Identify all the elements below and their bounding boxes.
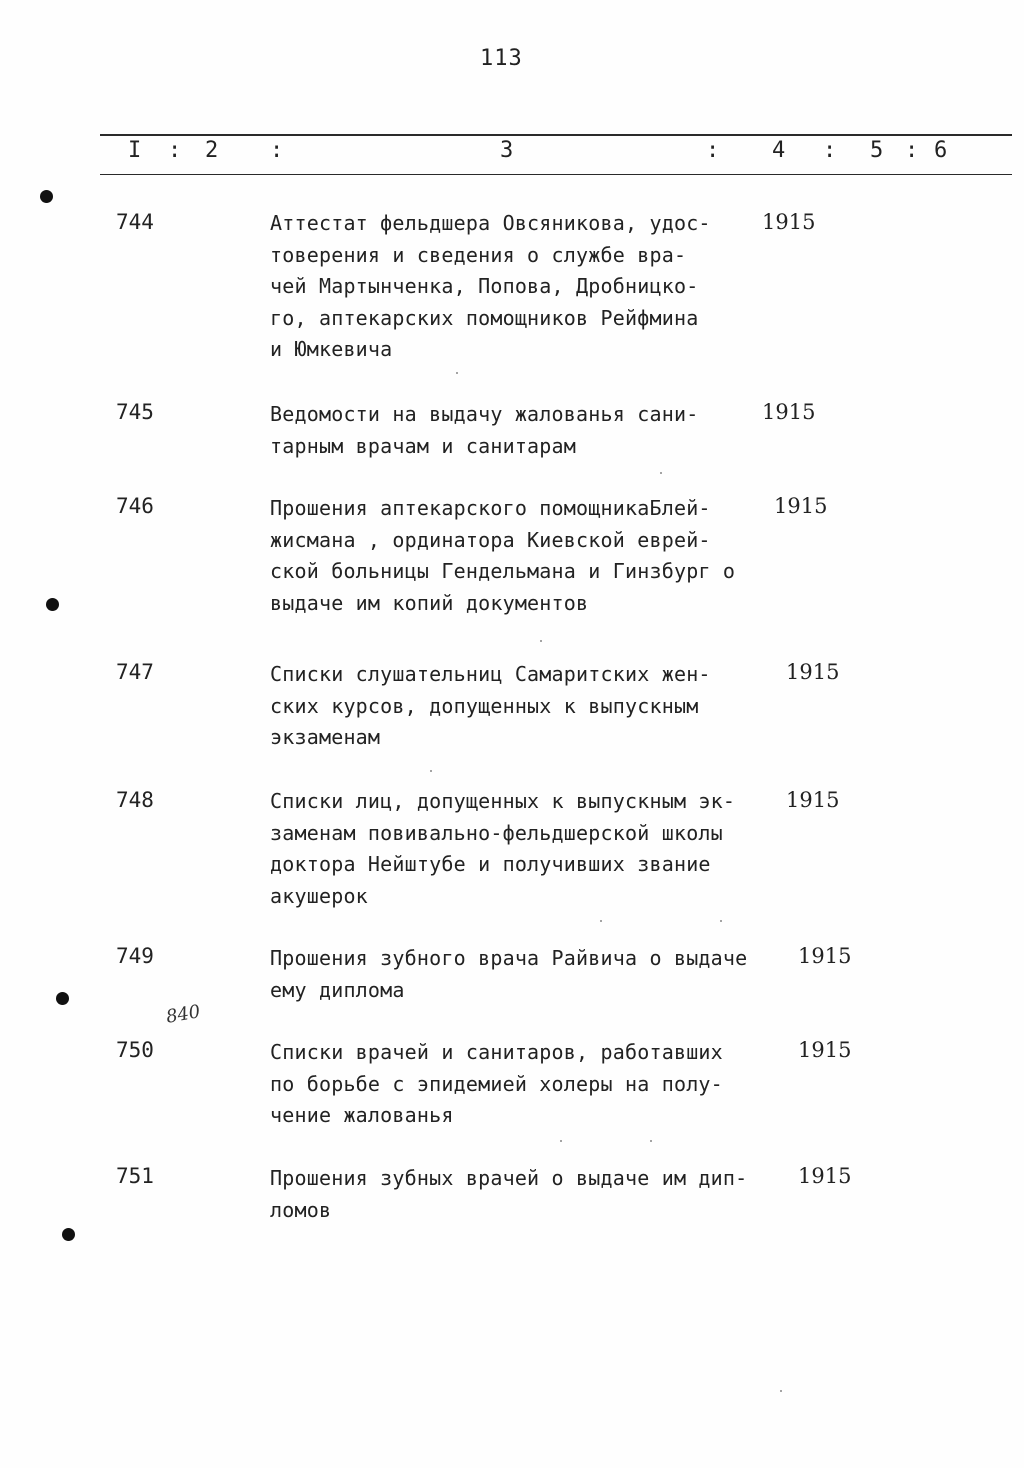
col-separator: : <box>270 138 284 163</box>
entry-number: 746 <box>116 494 154 518</box>
entry-number: 744 <box>116 210 154 234</box>
col-separator: : <box>823 138 837 163</box>
description-line: Прошения зубных врачей о выдаче им дип- <box>270 1166 748 1190</box>
col-header-5: 5 <box>870 138 884 163</box>
scan-speck <box>780 1390 782 1392</box>
description-line: чей Мартынченка, Попова, Дробницко- <box>270 274 699 298</box>
scan-speck <box>430 770 432 772</box>
entry-year: 1915 <box>798 944 852 968</box>
description-line: Прошения зубного врача Райвича о выдаче <box>270 946 748 970</box>
description-line: товерения и сведения о службе вра- <box>270 242 687 267</box>
entry-description <box>270 493 790 619</box>
entry-year: 1915 <box>798 1164 852 1188</box>
description-line: экзаменам <box>270 725 381 749</box>
description-line: по борьбе с эпидемией холеры на полу- <box>270 1071 723 1096</box>
entry-year: 1915 <box>774 494 828 518</box>
col-header-4: 4 <box>772 138 786 163</box>
entry-number: 749 <box>116 944 154 968</box>
entry-number: 748 <box>116 788 154 812</box>
scan-speck <box>720 920 722 922</box>
header-top-rule <box>100 134 1012 136</box>
header-bottom-rule <box>100 174 1012 175</box>
description-line: Ведомости на выдачу жалованья сани- <box>270 402 699 426</box>
col-header-1: I <box>128 138 142 163</box>
description-line: доктора Нейштубе и получивших звание <box>270 852 711 876</box>
entry-description <box>270 659 790 754</box>
punch-hole <box>40 190 53 203</box>
scan-speck <box>540 640 542 642</box>
description-line: чение жалованья <box>270 1103 454 1127</box>
description-line: Прошения аптекарского помощникаБлей- <box>270 496 711 520</box>
description-line: и Юмкевича <box>270 337 393 361</box>
handwritten-note: 840 <box>164 1001 202 1028</box>
description-line: заменам повивально-фельдшерской школы <box>270 820 723 845</box>
description-line: ской больницы Гендельмана и Гинзбург о <box>270 559 736 583</box>
punch-hole <box>46 598 59 611</box>
description-line: ему диплома <box>270 977 405 1002</box>
punch-hole <box>56 992 69 1005</box>
description-line: Списки лиц, допущенных к выпускным эк- <box>270 789 736 813</box>
description-line: тарным врачам и санитарам <box>270 433 577 458</box>
entry-year: 1915 <box>762 400 816 424</box>
description-line: ских курсов, допущенных к выпускным <box>270 693 699 718</box>
entry-number: 747 <box>116 660 154 684</box>
entry-description <box>270 399 790 462</box>
description-line: ломов <box>270 1197 332 1222</box>
description-line: го, аптекарских помощников Рейфмина <box>270 305 699 330</box>
entry-description <box>270 1163 790 1226</box>
scan-speck <box>600 920 602 922</box>
entry-description <box>270 208 790 366</box>
col-separator: : <box>168 138 182 163</box>
scan-speck <box>560 1140 562 1142</box>
description-line: Аттестат фельдшера Овсяникова, удос- <box>270 211 711 235</box>
description-line: Списки слушательниц Самаритских жен- <box>270 662 711 686</box>
entry-year: 1915 <box>798 1038 852 1062</box>
entry-year: 1915 <box>786 660 840 684</box>
punch-hole <box>62 1228 75 1241</box>
description-line: акушерок <box>270 883 368 908</box>
scan-speck <box>660 472 662 474</box>
page-number: 113 <box>480 46 523 71</box>
entry-number: 750 <box>116 1038 154 1062</box>
col-separator: : <box>905 138 919 163</box>
description-line: Списки врачей и санитаров, работавших <box>270 1040 723 1064</box>
entry-description <box>270 943 790 1006</box>
description-line: жисмана , ординатора Киевской еврей- <box>270 527 711 552</box>
scan-speck <box>650 1140 652 1142</box>
entry-description <box>270 1037 790 1132</box>
col-header-3: 3 <box>500 138 514 163</box>
col-separator: : <box>706 138 720 163</box>
entry-year: 1915 <box>762 210 816 234</box>
col-header-6: 6 <box>934 138 948 163</box>
scan-speck <box>456 372 458 374</box>
col-header-2: 2 <box>205 138 219 163</box>
description-line: выдаче им копий документов <box>270 590 589 615</box>
entry-year: 1915 <box>786 788 840 812</box>
entry-number: 745 <box>116 400 154 424</box>
entry-number: 751 <box>116 1164 154 1188</box>
entry-description <box>270 786 790 912</box>
